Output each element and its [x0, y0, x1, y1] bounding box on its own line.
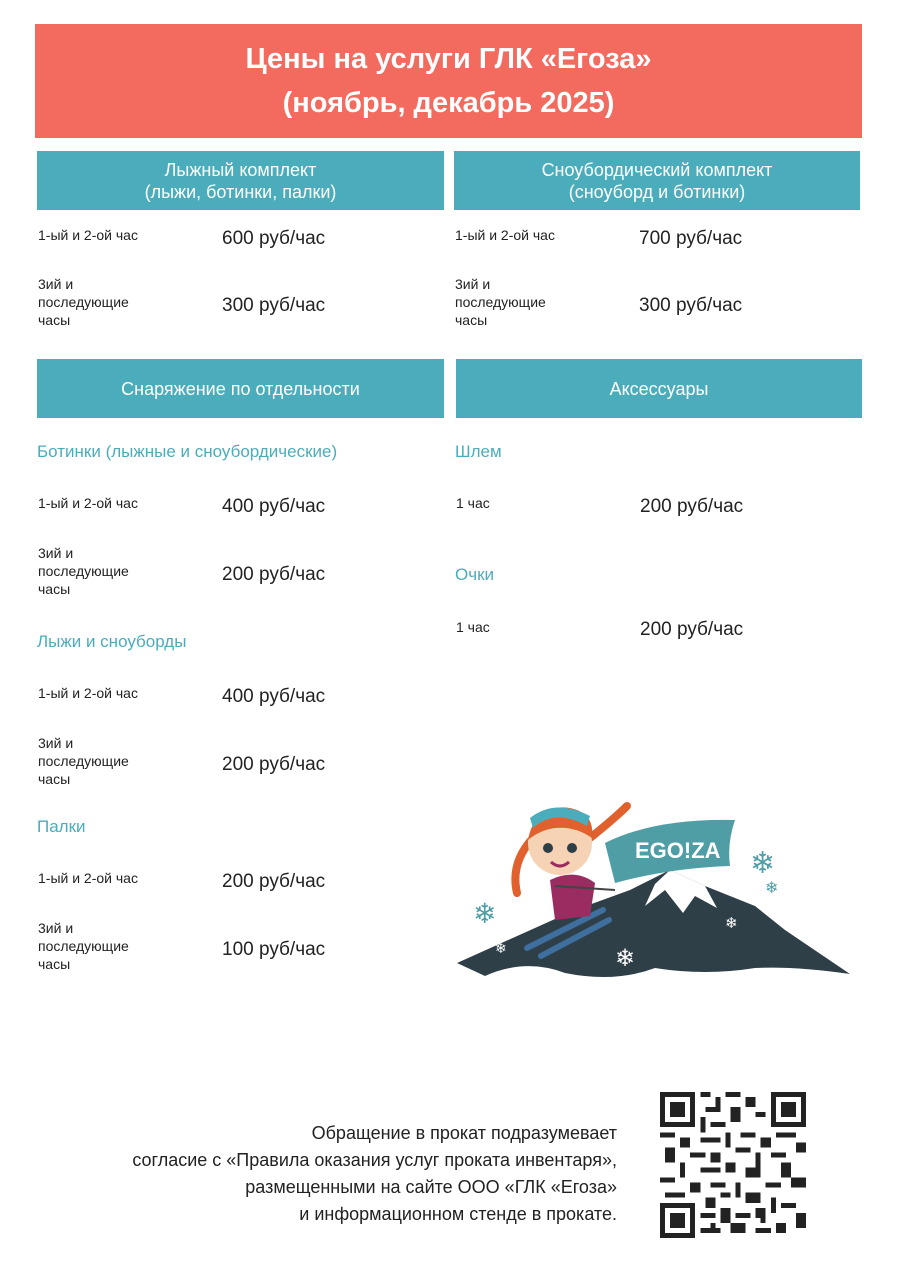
goggles-group-title: Очки [455, 565, 495, 584]
skis-row-2-price: 200 руб/час [222, 754, 326, 775]
goggles-row-label: 1 час [456, 619, 490, 635]
accessories-title: Аксессуары [609, 378, 709, 399]
equipment-header [37, 359, 444, 418]
title-line-1: Цены на услуги ГЛК «Егоза» [245, 43, 652, 75]
snowflake-icon: ❄ [750, 847, 776, 880]
snowflake-icon: ❄ [615, 945, 636, 972]
ski-kit-row-2-price: 300 руб/час [222, 295, 326, 316]
notice-line-4: и информационном стенде в прокате. [299, 1204, 617, 1224]
boots-row-1-label: 1-ый и 2-ой час [38, 495, 138, 511]
notice-line-2: согласие с «Правила оказания услуг проката инвентаря», [132, 1150, 617, 1170]
qr-code-icon[interactable] [660, 1092, 806, 1238]
poles-row-2-label: 3ий и последующие часы [38, 920, 129, 972]
ski-kit-row-1-label: 1-ый и 2-ой час [38, 227, 138, 243]
poles-row-1-label: 1-ый и 2-ой час [38, 870, 138, 886]
helmet-row-price: 200 руб/час [640, 496, 744, 517]
mascot-logo-text: EGO!ZA [635, 838, 721, 863]
eye-right [567, 843, 577, 853]
title-line-2: (ноябрь, декабрь 2025) [282, 87, 615, 119]
snowboard-kit-row-1-label: 1-ый и 2-ой час [455, 227, 555, 243]
poles-row-2-price: 100 руб/час [222, 939, 326, 960]
ski-kit-row-1-price: 600 руб/час [222, 228, 326, 249]
snowflake-icon: ❄ [495, 940, 507, 956]
skis-row-2-label: 3ий и последующие часы [38, 735, 129, 787]
notice-line-1: Обращение в прокат подразумевает [311, 1123, 617, 1143]
snow-drift [485, 966, 850, 993]
poles-group-title: Палки [37, 817, 86, 836]
skis-row-1-price: 400 руб/час [222, 686, 326, 707]
notice-line-3: размещенными на сайте ООО «ГЛК «Егоза» [245, 1177, 617, 1197]
ski-kit-header [37, 151, 444, 210]
snowflake-icon: ❄ [473, 898, 497, 929]
snowflake-icon: ❄ [725, 915, 738, 932]
equipment-title: Снаряжение по отдельности [121, 378, 360, 399]
boots-row-1-price: 400 руб/час [222, 496, 326, 517]
snowboard-kit-title: Сноубордический комплект [541, 159, 773, 180]
eye-left [543, 843, 553, 853]
snowflake-icon: ❄ [765, 880, 779, 897]
ski-kit-subtitle: (лыжи, ботинки, палки) [144, 181, 337, 202]
ski-kit-row-2-label: 3ий и последующие часы [38, 276, 129, 328]
accessories-header [456, 359, 862, 418]
snowboard-kit-row-2-price: 300 руб/час [639, 295, 743, 316]
skis-group-title: Лыжи и сноуборды [37, 632, 187, 651]
snowboard-kit-row-2-label: 3ий и последующие часы [455, 276, 546, 328]
mascot-skier-illustration [455, 798, 855, 993]
boots-row-2-label: 3ий и последующие часы [38, 545, 129, 597]
helmet-row-label: 1 час [456, 495, 490, 511]
skier-jacket [550, 875, 595, 920]
rental-terms-notice [132, 1120, 617, 1228]
snowboard-kit-row-1-price: 700 руб/час [639, 228, 743, 249]
title-banner [35, 24, 862, 138]
ski-kit-title: Лыжный комплект [164, 159, 317, 180]
boots-row-2-price: 200 руб/час [222, 564, 326, 585]
snowboard-kit-subtitle: (сноуборд и ботинки) [568, 181, 746, 202]
braid-right [590, 806, 627, 838]
helmet-group-title: Шлем [455, 442, 502, 461]
goggles-row-price: 200 руб/час [640, 619, 744, 640]
skis-row-1-label: 1-ый и 2-ой час [38, 685, 138, 701]
boots-group-title: Ботинки (лыжные и сноубордические) [37, 442, 338, 461]
poles-row-1-price: 200 руб/час [222, 871, 326, 892]
snowboard-kit-header [454, 151, 860, 210]
